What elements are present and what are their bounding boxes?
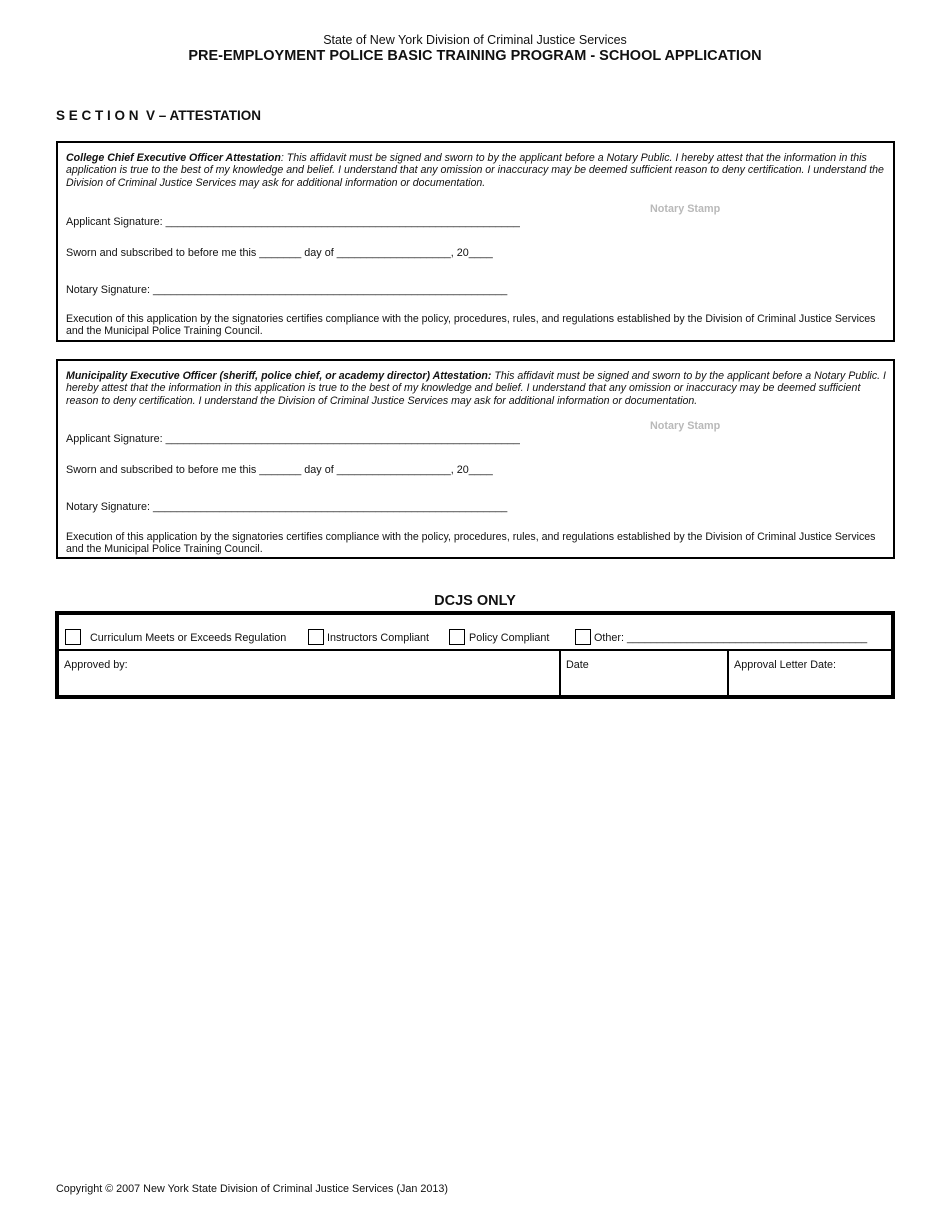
copyright-footer: Copyright © 2007 New York State Division of Criminal Justice Services (Jan 2013)	[56, 1183, 449, 1195]
college-attestation-intro	[66, 152, 886, 189]
dcjs-only-box	[55, 611, 895, 699]
date-cell[interactable]	[561, 651, 727, 695]
approved-by-cell[interactable]	[59, 651, 559, 695]
college-notary-stamp: Notary Stamp	[650, 203, 721, 215]
municipality-execution-statement: Execution of this application by the signatories certifies compliance with the policy, procedures, rules, and regulations established by the Division of Criminal Justice Services and the Municipal Police Training Council.	[66, 531, 876, 556]
municipality-attestation-text: This affidavit must be signed and sworn to by the applicant before a Notary Public. I hereby attest that the information in this application is true to the best of my knowledge and belief. I understand that any omission or inaccuracy may be deemed sufficient reason to deny certification. I understand the Division of Criminal Justice Services may ask for additional information or documentation.	[66, 370, 886, 407]
instructors-checkbox[interactable]	[308, 629, 324, 645]
college-attestation-text: : This affidavit must be signed and sworn to by the applicant before a Notary Public. I hereby attest that the information in this application is true to the best of my knowledge and belief. I understand that any omission or inaccuracy may be deemed sufficient reason to deny certification. I understand the Division of Criminal Justice Services may ask for additional information or documentation.	[66, 152, 884, 189]
instructors-label: Instructors Compliant	[327, 632, 430, 644]
curriculum-checkbox[interactable]	[65, 629, 81, 645]
municipality-notary-signature-field[interactable]: Notary Signature: ___________________________________________________________	[66, 501, 508, 513]
other-checkbox[interactable]	[575, 629, 591, 645]
municipality-attestation-box	[56, 359, 895, 559]
agency-name: State of New York Division of Criminal Justice Services	[323, 33, 627, 47]
approved-by-label: Approved by:	[64, 659, 128, 671]
municipality-applicant-signature-field[interactable]: Applicant Signature: ___________________________________________________________	[66, 433, 520, 445]
section-title: S E C T I O N V – ATTESTATION	[56, 108, 262, 123]
date-label: Date	[566, 659, 589, 671]
municipality-attestation-intro	[66, 370, 886, 407]
policy-checkbox[interactable]	[449, 629, 465, 645]
college-notary-signature-field[interactable]: Notary Signature: ___________________________________________________________	[66, 284, 508, 296]
college-attestation-box	[56, 141, 895, 342]
municipality-attestation-heading: Municipality Executive Officer (sheriff, police chief, or academy director) Attestation:	[66, 370, 492, 382]
municipality-sworn-date-field[interactable]: Sworn and subscribed to before me this _______ day of ___________________, 20____	[66, 464, 493, 476]
municipality-notary-stamp: Notary Stamp	[650, 420, 721, 432]
policy-label: Policy Compliant	[469, 632, 550, 644]
form-title: PRE-EMPLOYMENT POLICE BASIC TRAINING PROGRAM - SCHOOL APPLICATION	[188, 48, 762, 64]
college-applicant-signature-field[interactable]: Applicant Signature: ___________________________________________________________	[66, 216, 520, 228]
approval-letter-date-label: Approval Letter Date:	[734, 659, 837, 671]
approval-letter-date-cell[interactable]	[729, 651, 891, 695]
dcjs-checklist-row	[59, 615, 891, 651]
other-field[interactable]: Other: ________________________________________	[594, 632, 868, 644]
college-sworn-date-field[interactable]: Sworn and subscribed to before me this _______ day of ___________________, 20____	[66, 247, 493, 259]
curriculum-label: Curriculum Meets or Exceeds Regulation	[90, 632, 287, 644]
college-attestation-heading: College Chief Executive Officer Attestation	[66, 152, 281, 164]
college-execution-statement: Execution of this application by the signatories certifies compliance with the policy, procedures, rules, and regulations established by the Division of Criminal Justice Services and the Municipal Police Training Council.	[66, 313, 876, 338]
dcjs-only-title: DCJS ONLY	[434, 593, 516, 609]
